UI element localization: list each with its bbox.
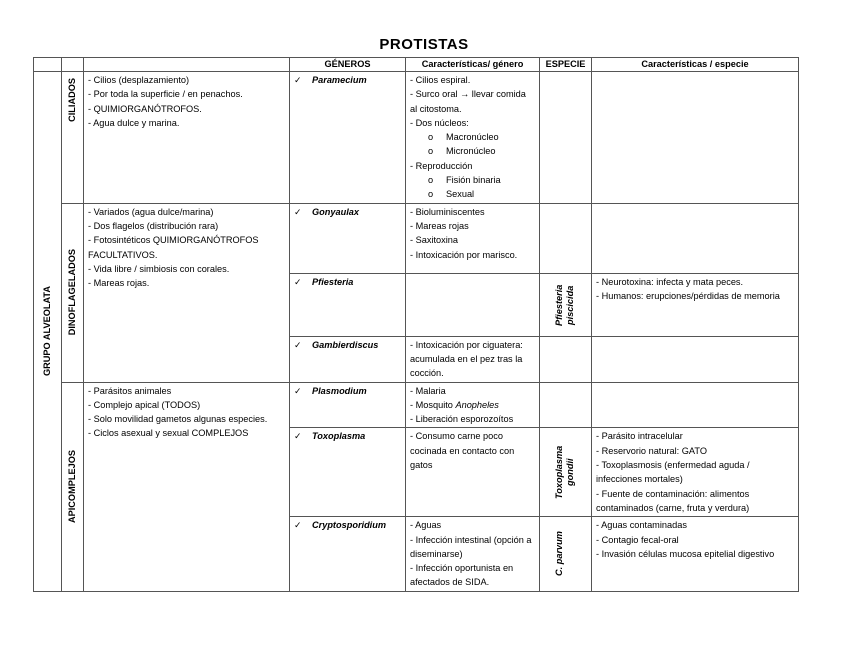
group-label: GRUPO ALVEOLATA — [42, 286, 53, 377]
ciliados-features: - Cilios (desplazamiento) - Por toda la superficie / en penachos. - QUIMIORGANÓTROFOS. - Agua dulce y marina. — [84, 72, 290, 204]
paramecium-features: - Cilios espiral. - Surco oral → llevar comida al citostoma. - Dos núcleos: o Macronúcleo o Micronúcleo - Reproducción o Fisión binaria o Sexual — [406, 72, 540, 204]
ciliados-label: CILIADOS — [67, 78, 78, 122]
species-pfiesteria: Pfiesteria piscicida — [540, 273, 592, 336]
pfiesteria-species-features: - Neurotoxina: infecta y mata peces. - Humanos: erupciones/pérdidas de memoria — [592, 273, 799, 336]
genus-paramecium: ✓ Paramecium — [290, 72, 406, 204]
species-cparvum: C. parvum — [540, 517, 592, 591]
toxoplasma-features: - Consumo carne poco cocinada en contacto con gatos — [406, 428, 540, 517]
page-title: PROTISTAS — [379, 36, 469, 53]
table-row — [34, 382, 799, 428]
dinoflagelados-cell — [62, 203, 84, 382]
table-row — [34, 203, 799, 273]
protistas-table — [33, 57, 799, 592]
cryptosporidium-features: - Aguas - Infección intestinal (opción a diseminarse) - Infección oportunista en afectados de SIDA. — [406, 517, 540, 591]
species-toxoplasma: Toxoplasma gondii — [540, 428, 592, 517]
header-row — [34, 58, 799, 72]
dinoflagelados-features: - Variados (agua dulce/marina) - Dos flagelos (distribución rara) - Fotosintéticos QUIMIORGANÓTROFOS FACULTATIVOS. - Vida libre / simbiosis con corales. - Mareas rojas. — [84, 203, 290, 382]
toxoplasma-species-features: - Parásito intracelular - Reservorio natural: GATO - Toxoplasmosis (enfermedad aguda / infecciones mortales) - Fuente de contaminación: alimentos contaminados (carne, fruta y verdura) — [592, 428, 799, 517]
genus-gonyaulax: ✓ Gonyaulax — [290, 203, 406, 273]
genus-pfiesteria: ✓ Pfiesteria — [290, 273, 406, 336]
genus-toxoplasma: ✓ Toxoplasma — [290, 428, 406, 517]
header-caract-genero: Características/ género — [406, 58, 540, 72]
apicomplejos-features: - Parásitos animales - Complejo apical (TODOS) - Solo movilidad gametos algunas especies. - Ciclos asexual y sexual COMPLEJOS — [84, 382, 290, 591]
header-especie: ESPECIE — [540, 58, 592, 72]
plasmodium-features: - Malaria - Mosquito Anopheles - Liberación esporozoítos — [406, 382, 540, 428]
table-row — [34, 72, 799, 204]
genus-plasmodium: ✓ Plasmodium — [290, 382, 406, 428]
ciliados-cell — [62, 72, 84, 204]
group-cell — [34, 72, 62, 592]
genus-cryptosporidium: ✓ Cryptosporidium — [290, 517, 406, 591]
gambierdiscus-features: - Intoxicación por ciguatera: acumulada en el pez tras la cocción. — [406, 336, 540, 382]
gonyaulax-features: - Bioluminiscentes - Mareas rojas - Saxitoxina - Intoxicación por marisco. — [406, 203, 540, 273]
genus-gambierdiscus: ✓ Gambierdiscus — [290, 336, 406, 382]
apicomplejos-label: APICOMPLEJOS — [67, 450, 78, 524]
apicomplejos-cell — [62, 382, 84, 591]
dinoflagelados-label: DINOFLAGELADOS — [67, 249, 78, 336]
header-generos: GÉNEROS — [290, 58, 406, 72]
header-caract-especie: Características / especie — [592, 58, 799, 72]
cparvum-species-features: - Aguas contaminadas - Contagio fecal-oral - Invasión células mucosa epitelial digestivo — [592, 517, 799, 591]
